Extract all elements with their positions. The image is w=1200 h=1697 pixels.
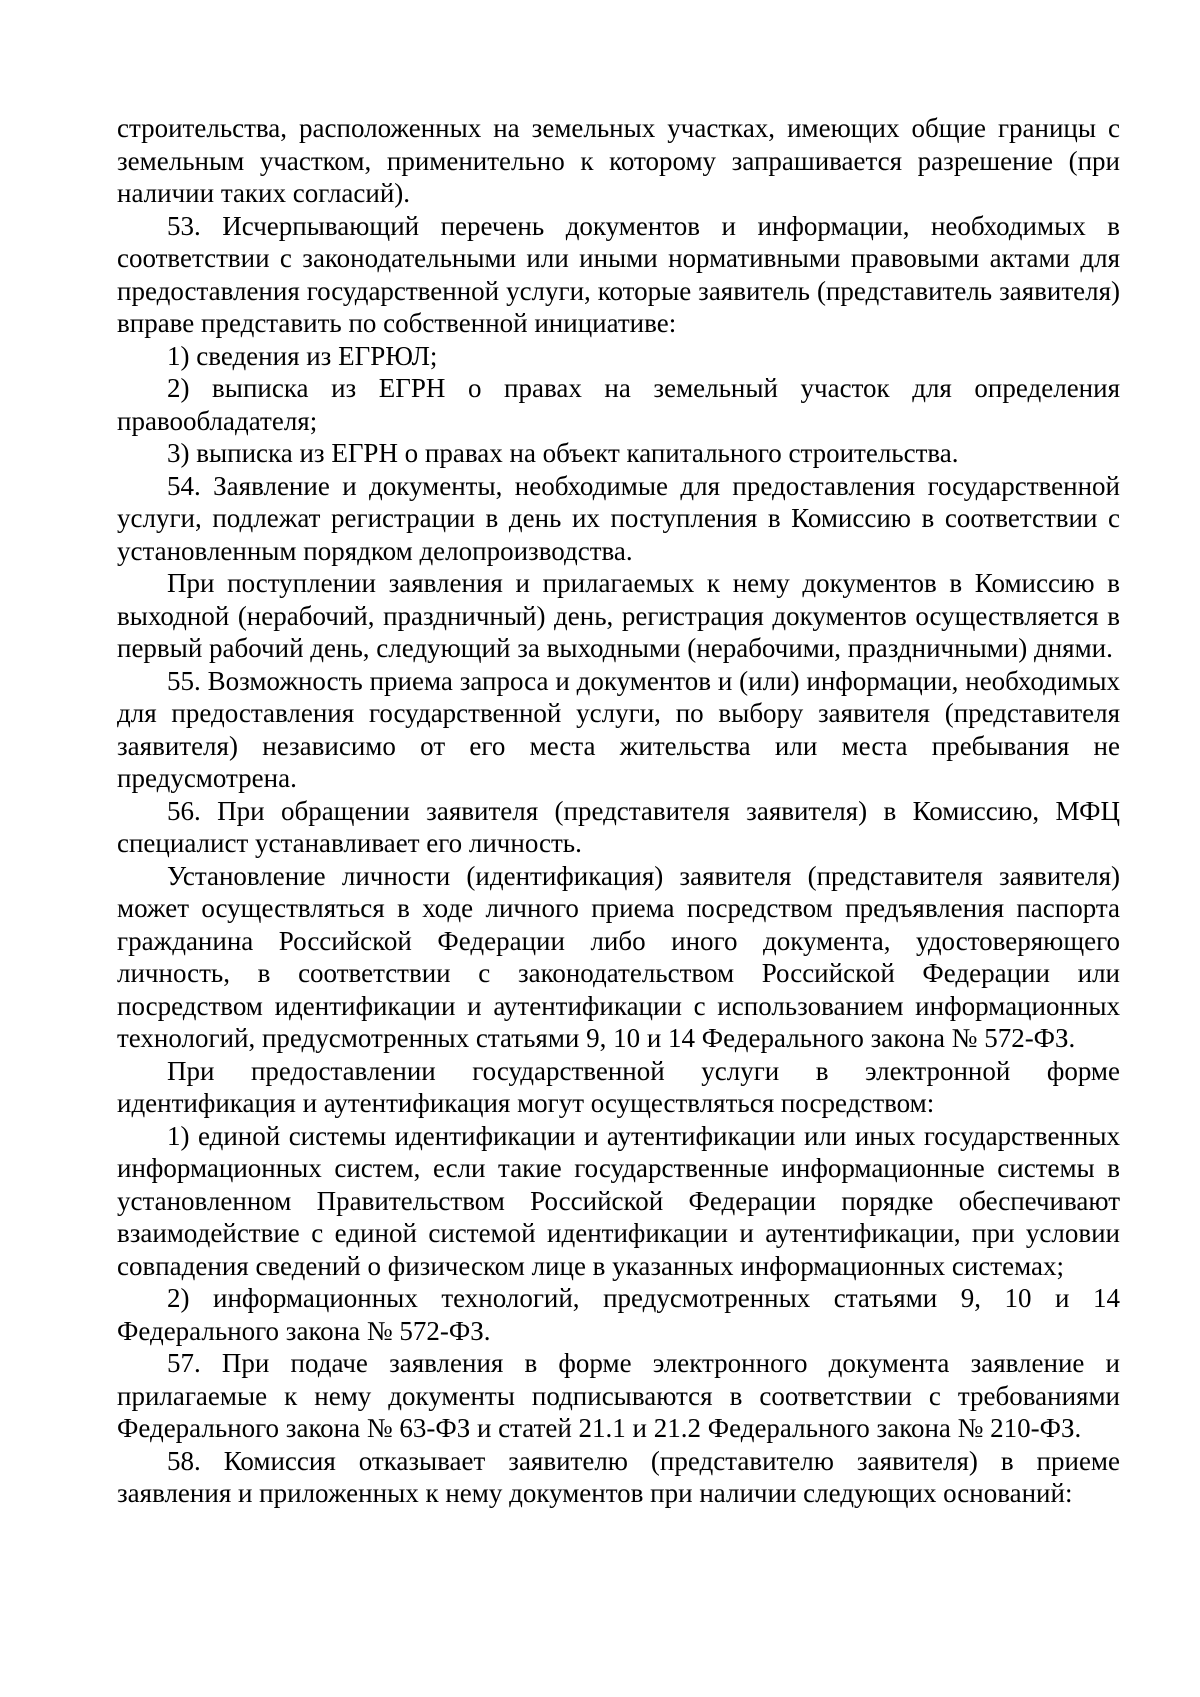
list-item-esia: 1) единой системы идентификации и аутентификации или иных государственных информационных систем, если такие государственные информационные системы в установленном Правительством Российской Федерации порядке обеспечивают взаимодействие с единой системой идентификации и аутентификации, при условии совпадения сведений о физическом лице в указанных информационных системах; <box>117 1120 1120 1281</box>
paragraph-53: 53. Исчерпывающий перечень документов и информации, необходимых в соответствии с законодательными или иными нормативными правовыми актами для предоставления государственной услуги, которые заявитель (представитель заявителя) вправе представить по собственной инициативе: <box>117 210 1120 338</box>
paragraph-56-identification: Установление личности (идентификация) заявителя (представителя заявителя) может осуществляться в ходе личного приема посредством предъявления паспорта гражданина Российской Федерации либо иного документа, удостоверяющего личность, в соответствии с законодательством Российской Федерации или посредством идентификации и аутентификации с использованием информационных технологий, предусмотренных статьями 9, 10 и 14 Федерального закона № 572-ФЗ. <box>117 860 1120 1053</box>
list-item-egrn-building: 3) выписка из ЕГРН о правах на объект капитального строительства. <box>167 438 959 468</box>
list-item-egrn-land: 2) выписка из ЕГРН о правах на земельный участок для определения правообладателя; <box>117 373 1120 436</box>
paragraph-56-electronic: При предоставлении государственной услуги в электронной форме идентификация и аутентификация могут осуществляться посредством: <box>117 1055 1120 1118</box>
paragraph-54: 54. Заявление и документы, необходимые для предоставления государственной услуги, подлежат регистрации в день их поступления в Комиссию в соответствии с установленным порядком делопроизводства. <box>117 470 1120 566</box>
paragraph-56: 56. При обращении заявителя (представителя заявителя) в Комиссию, МФЦ специалист устанавливает его личность. <box>117 795 1120 858</box>
list-item-egrul: 1) сведения из ЕГРЮЛ; <box>167 340 438 371</box>
paragraph-57: 57. При подаче заявления в форме электронного документа заявление и прилагаемые к нему документы подписываются в соответствии с требованиями Федерального закона № 63-ФЗ и статей 21.1 и 21.2 Федерального закона № 210-ФЗ. <box>117 1348 1120 1443</box>
paragraph-55: 55. Возможность приема запроса и документов и (или) информации, необходимых для предоставления государственной услуги, по выбору заявителя (представителя заявителя) независимо от его места жительства или места пребывания не предусмотрена. <box>117 665 1120 793</box>
paragraph-54-holiday: При поступлении заявления и прилагаемых к нему документов в Комиссию в выходной (нерабочий, праздничный) день, регистрация документов осуществляется в первый рабочий день, следующий за выходными (нерабочими, праздничными) днями. <box>117 568 1120 663</box>
paragraph-continuation: строительства, расположенных на земельных участках, имеющих общие границы с земельным участком, применительно к которому запрашивается разрешение (при наличии таких согласий). <box>117 113 1120 208</box>
document-body <box>117 112 1120 1510</box>
list-item-it: 2) информационных технологий, предусмотренных статьями 9, 10 и 14 Федерального закона № 572-ФЗ. <box>117 1283 1120 1346</box>
paragraph-58: 58. Комиссия отказывает заявителю (представителю заявителя) в приеме заявления и приложенных к нему документов при наличии следующих оснований: <box>117 1445 1120 1508</box>
